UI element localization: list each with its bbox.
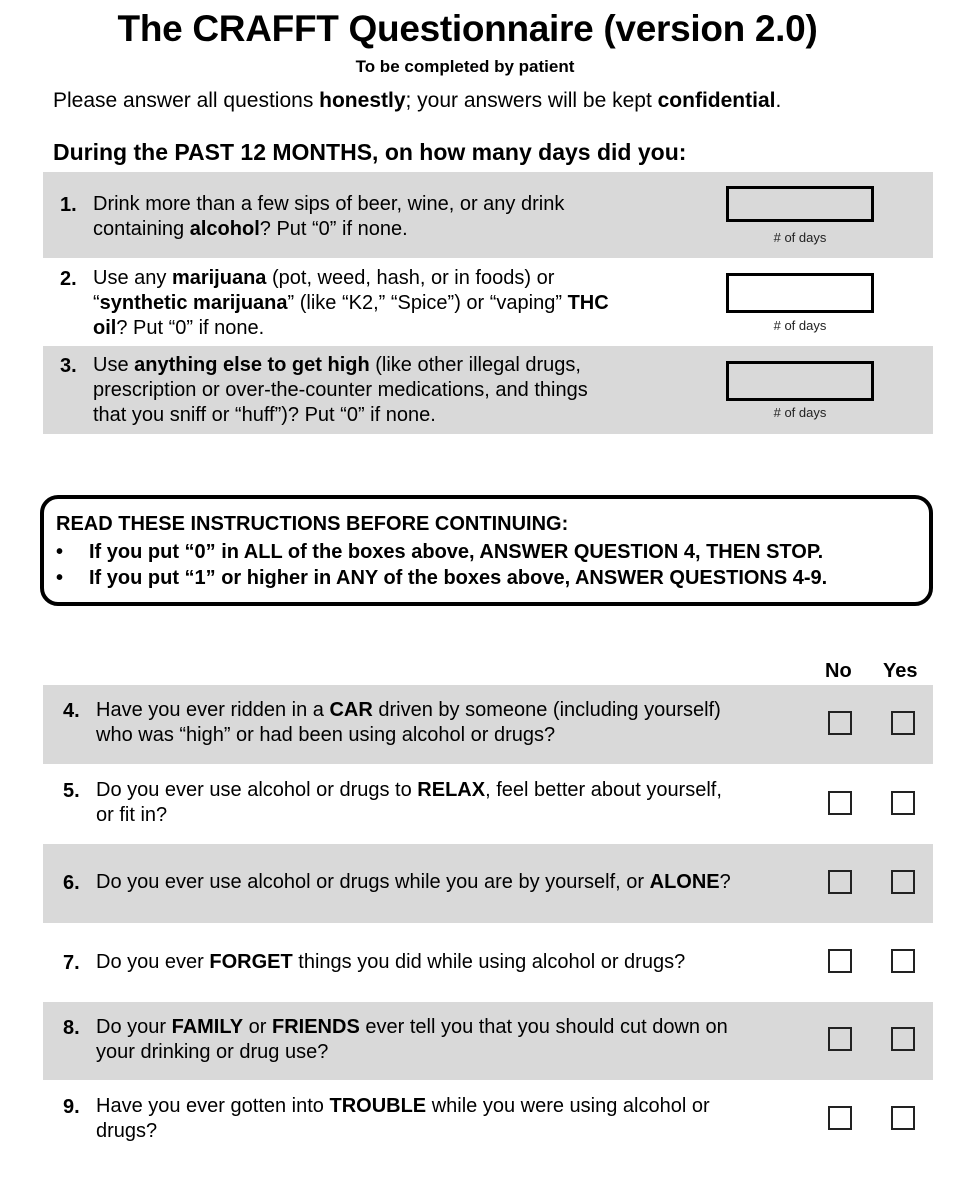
question-line: [93, 266, 609, 291]
instructions-box: [40, 495, 933, 606]
intro-part: ; your answers will be kept: [405, 89, 658, 112]
question-segment: or fit in?: [96, 804, 168, 826]
question-number: 5.: [63, 780, 80, 802]
yes-checkbox[interactable]: [891, 949, 915, 973]
no-checkbox[interactable]: [828, 1106, 852, 1130]
day-question-row: [43, 346, 933, 434]
question-number: 4.: [63, 700, 80, 722]
question-segment: Use any: [93, 267, 172, 289]
question-keyword: anything else to get high: [134, 354, 370, 376]
question-line: [96, 1119, 710, 1144]
question-segment: or: [243, 1016, 272, 1038]
question-keyword: FAMILY: [171, 1016, 244, 1038]
question-segment: who was “high” or had been using alcohol or drugs?: [96, 724, 556, 746]
instruction-item: If you put “0” in ALL of the boxes above, ANSWER QUESTION 4, THEN STOP.: [89, 541, 824, 563]
question-segment: Have you ever gotten into: [96, 1095, 330, 1117]
bullet-icon: •: [56, 541, 64, 563]
question-keyword: ALONE: [649, 871, 720, 893]
question-number: 7.: [63, 952, 80, 974]
question-number: 3.: [60, 355, 77, 377]
question-text: [96, 698, 721, 748]
days-input-box[interactable]: [726, 186, 874, 222]
yn-question-row: [43, 765, 933, 843]
question-text: [96, 1094, 710, 1144]
question-segment: driven by someone (including yourself): [372, 699, 721, 721]
intro-text: [53, 89, 781, 113]
days-label: # of days: [773, 230, 827, 245]
question-segment: things you did while using alcohol or drugs?: [292, 951, 686, 973]
question-line: [93, 378, 588, 403]
question-line: [93, 353, 588, 378]
section-heading: During the PAST 12 MONTHS, on how many days did you:: [53, 139, 687, 165]
yn-question-row: [43, 1002, 933, 1080]
question-text: [93, 266, 609, 341]
question-line: [96, 1094, 710, 1119]
question-line: [93, 403, 588, 428]
question-text: [96, 950, 685, 975]
yes-column-header: Yes: [883, 660, 918, 682]
day-question-row: [43, 172, 933, 258]
no-checkbox[interactable]: [828, 791, 852, 815]
question-segment: , feel better about yourself,: [485, 779, 722, 801]
question-line: [96, 1040, 728, 1065]
yes-checkbox[interactable]: [891, 870, 915, 894]
question-keyword: CAR: [329, 699, 373, 721]
question-segment: ? Put “0” if none.: [116, 317, 265, 339]
yes-checkbox[interactable]: [891, 791, 915, 815]
question-line: [93, 291, 609, 316]
question-segment: (pot, weed, hash, or in foods) or: [266, 267, 555, 289]
bullet-icon: •: [56, 567, 64, 589]
question-segment: Drink more than a few sips of beer, wine, or any drink: [93, 193, 565, 215]
question-keyword: synthetic marijuana: [99, 292, 288, 314]
question-keyword: FRIENDS: [272, 1016, 360, 1038]
question-keyword: marijuana: [171, 267, 267, 289]
intro-bold: confidential: [657, 89, 776, 112]
question-number: 8.: [63, 1017, 80, 1039]
yn-question-row: [43, 685, 933, 764]
question-segment: Use: [93, 354, 135, 376]
question-segment: ever tell you that you should cut down on: [359, 1016, 728, 1038]
question-segment: ? Put “0” if none.: [259, 218, 408, 240]
question-segment: containing: [93, 218, 190, 240]
question-segment: Do your: [96, 1016, 172, 1038]
question-segment: ?: [719, 871, 731, 893]
question-number: 6.: [63, 872, 80, 894]
question-segment: prescription or over-the-counter medications, and things: [93, 379, 588, 401]
question-segment: ” (like “K2,” “Spice”) or “vaping”: [287, 292, 568, 314]
no-checkbox[interactable]: [828, 949, 852, 973]
question-keyword: oil: [93, 317, 117, 339]
question-segment: while you were using alcohol or: [426, 1095, 710, 1117]
question-segment: (like other illegal drugs,: [369, 354, 581, 376]
question-segment: “: [93, 292, 100, 314]
question-segment: drugs?: [96, 1120, 158, 1142]
question-line: [96, 870, 731, 895]
days-input-box[interactable]: [726, 361, 874, 401]
no-column-header: No: [825, 660, 852, 682]
yes-checkbox[interactable]: [891, 1106, 915, 1130]
question-segment: Do you ever: [96, 951, 210, 973]
yn-question-row: [43, 924, 933, 1001]
question-text: [96, 870, 731, 895]
days-label: # of days: [773, 405, 827, 420]
no-checkbox[interactable]: [828, 1027, 852, 1051]
intro-part: .: [775, 89, 782, 112]
page-title: The CRAFFT Questionnaire (version 2.0): [117, 8, 818, 49]
question-segment: Do you ever use alcohol or drugs to: [96, 779, 418, 801]
question-number: 1.: [60, 194, 77, 216]
intro-part: Please answer all questions: [53, 89, 320, 112]
days-label: # of days: [773, 318, 827, 333]
yn-question-row: [43, 1081, 933, 1161]
instruction-item: If you put “1” or higher in ANY of the boxes above, ANSWER QUESTIONS 4-9.: [89, 567, 828, 589]
question-text: [93, 353, 588, 428]
yn-question-row: [43, 844, 933, 923]
question-number: 9.: [63, 1096, 80, 1118]
question-keyword: RELAX: [417, 779, 486, 801]
page-subtitle: To be completed by patient: [355, 57, 575, 76]
question-keyword: THC: [567, 292, 609, 314]
question-line: [93, 217, 564, 242]
yes-checkbox[interactable]: [891, 1027, 915, 1051]
question-line: [93, 316, 609, 341]
question-segment: your drinking or drug use?: [96, 1041, 329, 1063]
question-line: [96, 778, 722, 803]
question-line: [96, 803, 722, 828]
question-line: [96, 950, 685, 975]
question-line: [96, 1015, 728, 1040]
question-keyword: TROUBLE: [329, 1095, 427, 1117]
question-number: 2.: [60, 268, 77, 290]
question-line: [96, 723, 721, 748]
instructions-heading: READ THESE INSTRUCTIONS BEFORE CONTINUING:: [56, 513, 569, 535]
question-text: [96, 1015, 728, 1065]
question-text: [96, 778, 722, 828]
day-question-row: [43, 261, 933, 345]
days-input-box[interactable]: [726, 273, 874, 313]
no-checkbox[interactable]: [828, 711, 852, 735]
question-line: [96, 698, 721, 723]
no-checkbox[interactable]: [828, 870, 852, 894]
question-segment: Do you ever use alcohol or drugs while you are by yourself, or: [96, 871, 650, 893]
question-keyword: FORGET: [209, 951, 293, 973]
question-segment: that you sniff or “huff”)? Put “0” if none.: [93, 404, 436, 426]
question-segment: Have you ever ridden in a: [96, 699, 330, 721]
question-keyword: alcohol: [189, 218, 260, 240]
question-text: [93, 192, 564, 242]
intro-bold: honestly: [319, 89, 406, 112]
yes-checkbox[interactable]: [891, 711, 915, 735]
question-line: [93, 192, 564, 217]
